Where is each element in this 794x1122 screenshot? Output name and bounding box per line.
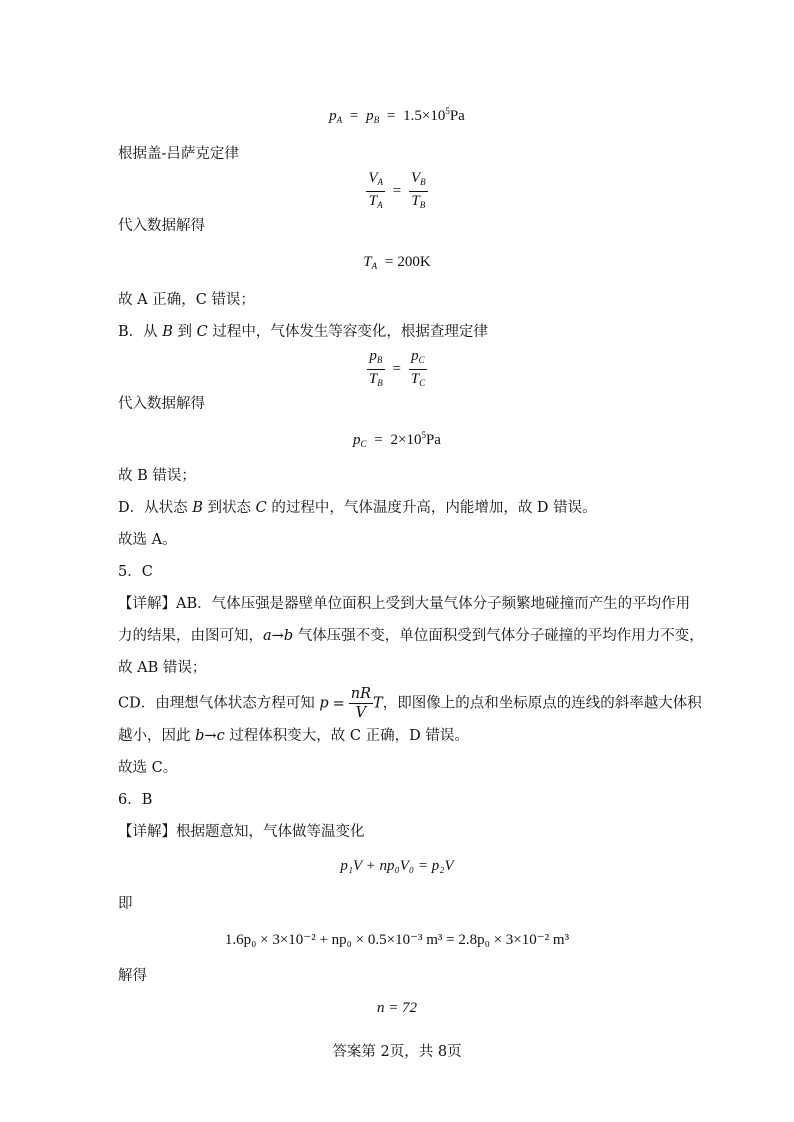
paragraph: 代入数据解得 [118,218,205,234]
paragraph: B．从 B 到 C 过程中，气体发生等容变化，根据查理定律 [118,324,488,340]
paragraph: 故选 C。 [118,760,178,776]
equation-pressure-c: $p_C = 2\times 10^5Pa$ [353,430,441,449]
paragraph: 代入数据解得 [118,396,205,412]
paragraph: 故 B 错误； [118,468,196,484]
equation-result: n = 72 [376,1000,418,1016]
equation-substitution: 1.6p₀ × 3×10⁻² + np₀ × 0.5×10⁻³ m³ = 2.8p₀ × 3×10⁻² m³ [224,932,570,948]
equation-charles: $\frac{p_B}{T_B}$ = $\frac{p_C}{T_C}$ [368,348,426,388]
paragraph: 即 [118,896,133,912]
paragraph: D．从状态 B 到状态 C 的过程中，气体温度升高，内能增加，故 D 错误。 [118,500,597,516]
paragraph: 越小，因此 b→c 过程体积变大，故 C 正确，D 错误。 [118,728,469,744]
equation-isothermal: p₁V + np₀V₀ = p₂V [340,858,454,874]
paragraph: 【详解】AB．气体压强是器壁单位面积上受到大量气体分子频繁地碰撞而产生的平均作用 [118,596,691,612]
question-5-answer: 5．C [118,564,153,580]
paragraph: 故 A 正确，C 错误； [118,292,255,308]
equation-gay-lussac: $\frac{V_A}{T_A}$ = $\frac{V_B}{T_B}$ [368,170,426,210]
paragraph: 【详解】根据题意知，气体做等温变化 [118,824,365,840]
paragraph: 故 AB 错误； [118,660,207,676]
question-6-answer: 6．B [118,792,153,808]
paragraph: 解得 [118,968,147,984]
equation-temperature-a: $T_A = 200K$ [363,254,431,271]
paragraph: CD．由理想气体状态方程可知 p = $\frac{nR}{V}$ T，即图像上的点和坐标原点的连线的斜率越大体积 [118,686,702,721]
paragraph: 力的结果，由图可知，a→b 气体压强不变，单位面积受到气体分子碰撞的平均作用力不变， [118,628,704,644]
page-footer: 答案第 2页，共 8页 [332,1044,462,1060]
paragraph: 故选 A。 [118,532,177,548]
paragraph: 根据盖-吕萨克定律 [118,146,239,162]
equation-pressure-a-b: $p_A = p_B = 1.5\times 10^5Pa$ [329,106,465,125]
